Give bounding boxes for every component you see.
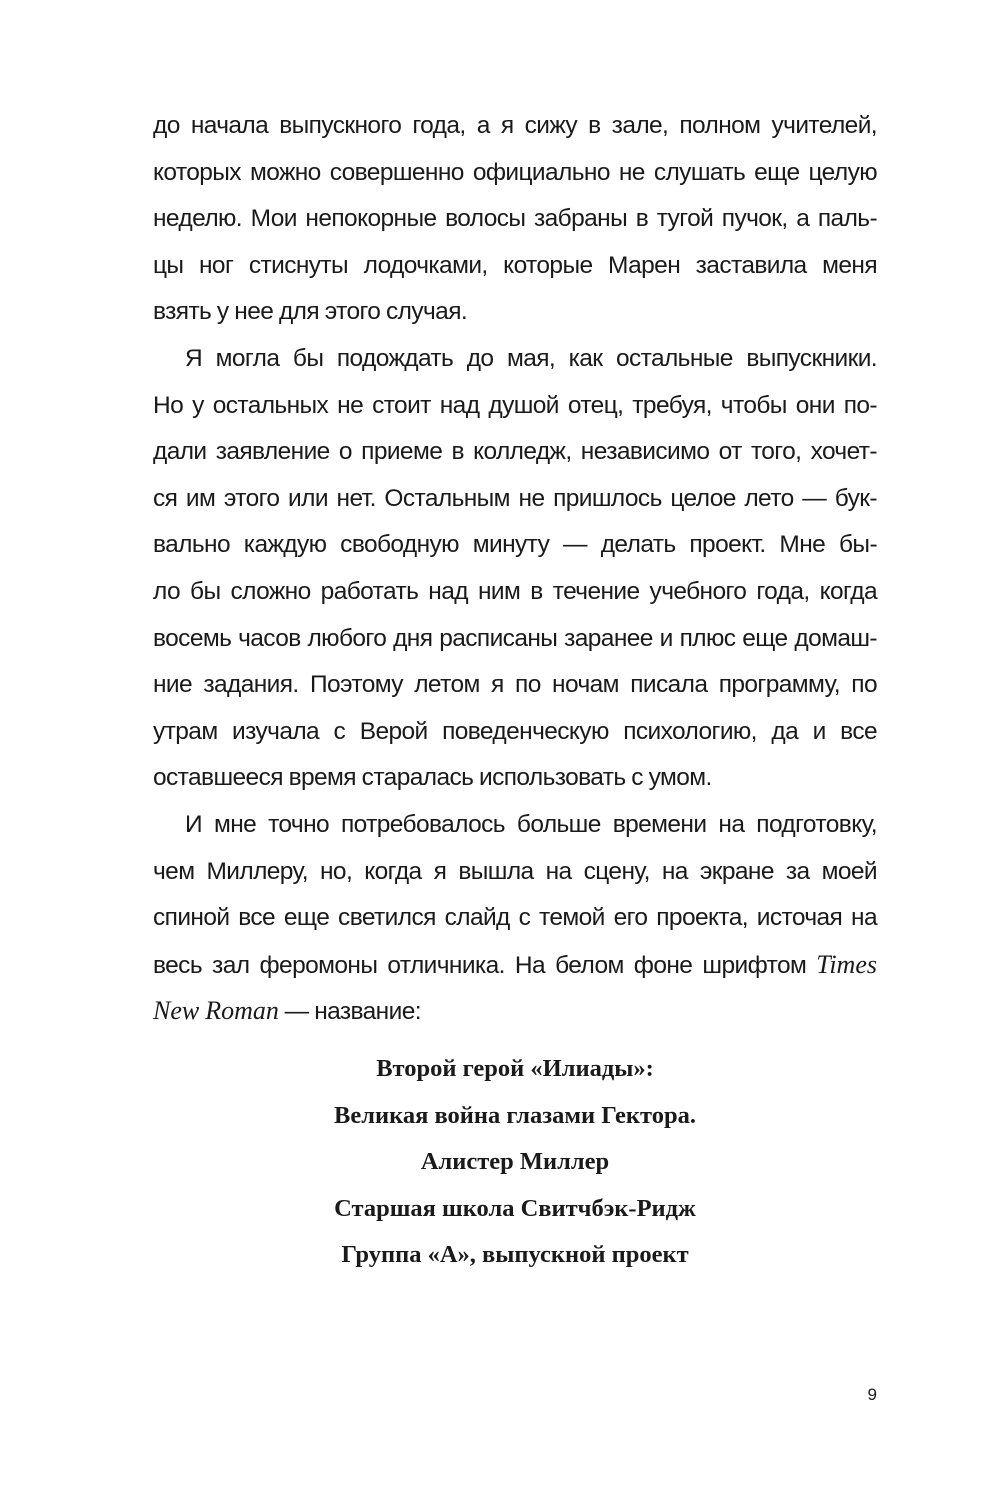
text-line: взять у нее для этого случая. [153,298,468,326]
slide-group-line: Группа «А», выпускной проект [341,1241,689,1268]
text-line: Но у остальных не стоит над душой отец, требуя, чтобы они по- [153,391,877,419]
text-line: дали заявление о приеме в колледж, независимо от того, хочет- [153,438,877,466]
text-line: цы ног стиснуты лодочками, которые Марен заставила меня [153,251,877,279]
text-line: до начала выпускного года, а я сижу в зале, полном учителей, [153,112,877,139]
text-line: ло бы сложно работать над ним в течение учебного года, когда [153,577,877,605]
italic-font-name: New Roman [153,996,279,1026]
text-line: ние задания. Поэтому летом я по ночам писала программу, по [153,671,877,699]
text-line: восемь часов любого дня расписаны заранее и плюс еще домаш- [153,624,877,652]
text-line: Я могла бы подождать до мая, как остальные выпускники. [185,344,877,372]
slide-title-block [153,1046,877,1279]
text-line: — название: [278,998,421,1026]
italic-font-name: Times [816,949,877,979]
slide-title-line: Великая война глазами Гектора. [334,1101,696,1129]
slide-author-line: Алистер Миллер [420,1148,610,1175]
text-line: ся им этого или нет. Остальным не пришлось целое лето — бук- [153,484,877,512]
text-line: И мне точно потребовалось больше времени на подготовку, [185,810,877,838]
slide-title-line: Второй герой «Илиады»: [376,1055,654,1082]
text-line-with-italic [153,942,877,989]
text-line: весь зал феромоны отличника. На белом фоне шрифтом [153,951,807,979]
book-page-text [153,103,877,1035]
page-number: 9 [867,1385,877,1404]
text-line: оставшееся время старалась использовать с умом. [153,764,712,792]
text-line: неделю. Мои непокорные волосы забраны в тугой пучок, а паль- [153,205,877,233]
text-line: чем Миллеру, но, когда я вышла на сцену, на экране за моей [153,857,877,885]
text-line: утрам изучала с Верой поведенческую психологию, да и все [153,717,877,745]
text-line: спиной все еще светился слайд с темой его проекта, источая на [153,904,877,932]
slide-school-line: Старшая школа Свитчбэк-Ридж [334,1194,696,1222]
text-line-with-italic [153,988,877,1035]
text-line: вально каждую свободную минуту — делать проект. Мне бы- [153,531,877,559]
text-line: которых можно совершенно официально не слушать еще целую [153,158,877,186]
